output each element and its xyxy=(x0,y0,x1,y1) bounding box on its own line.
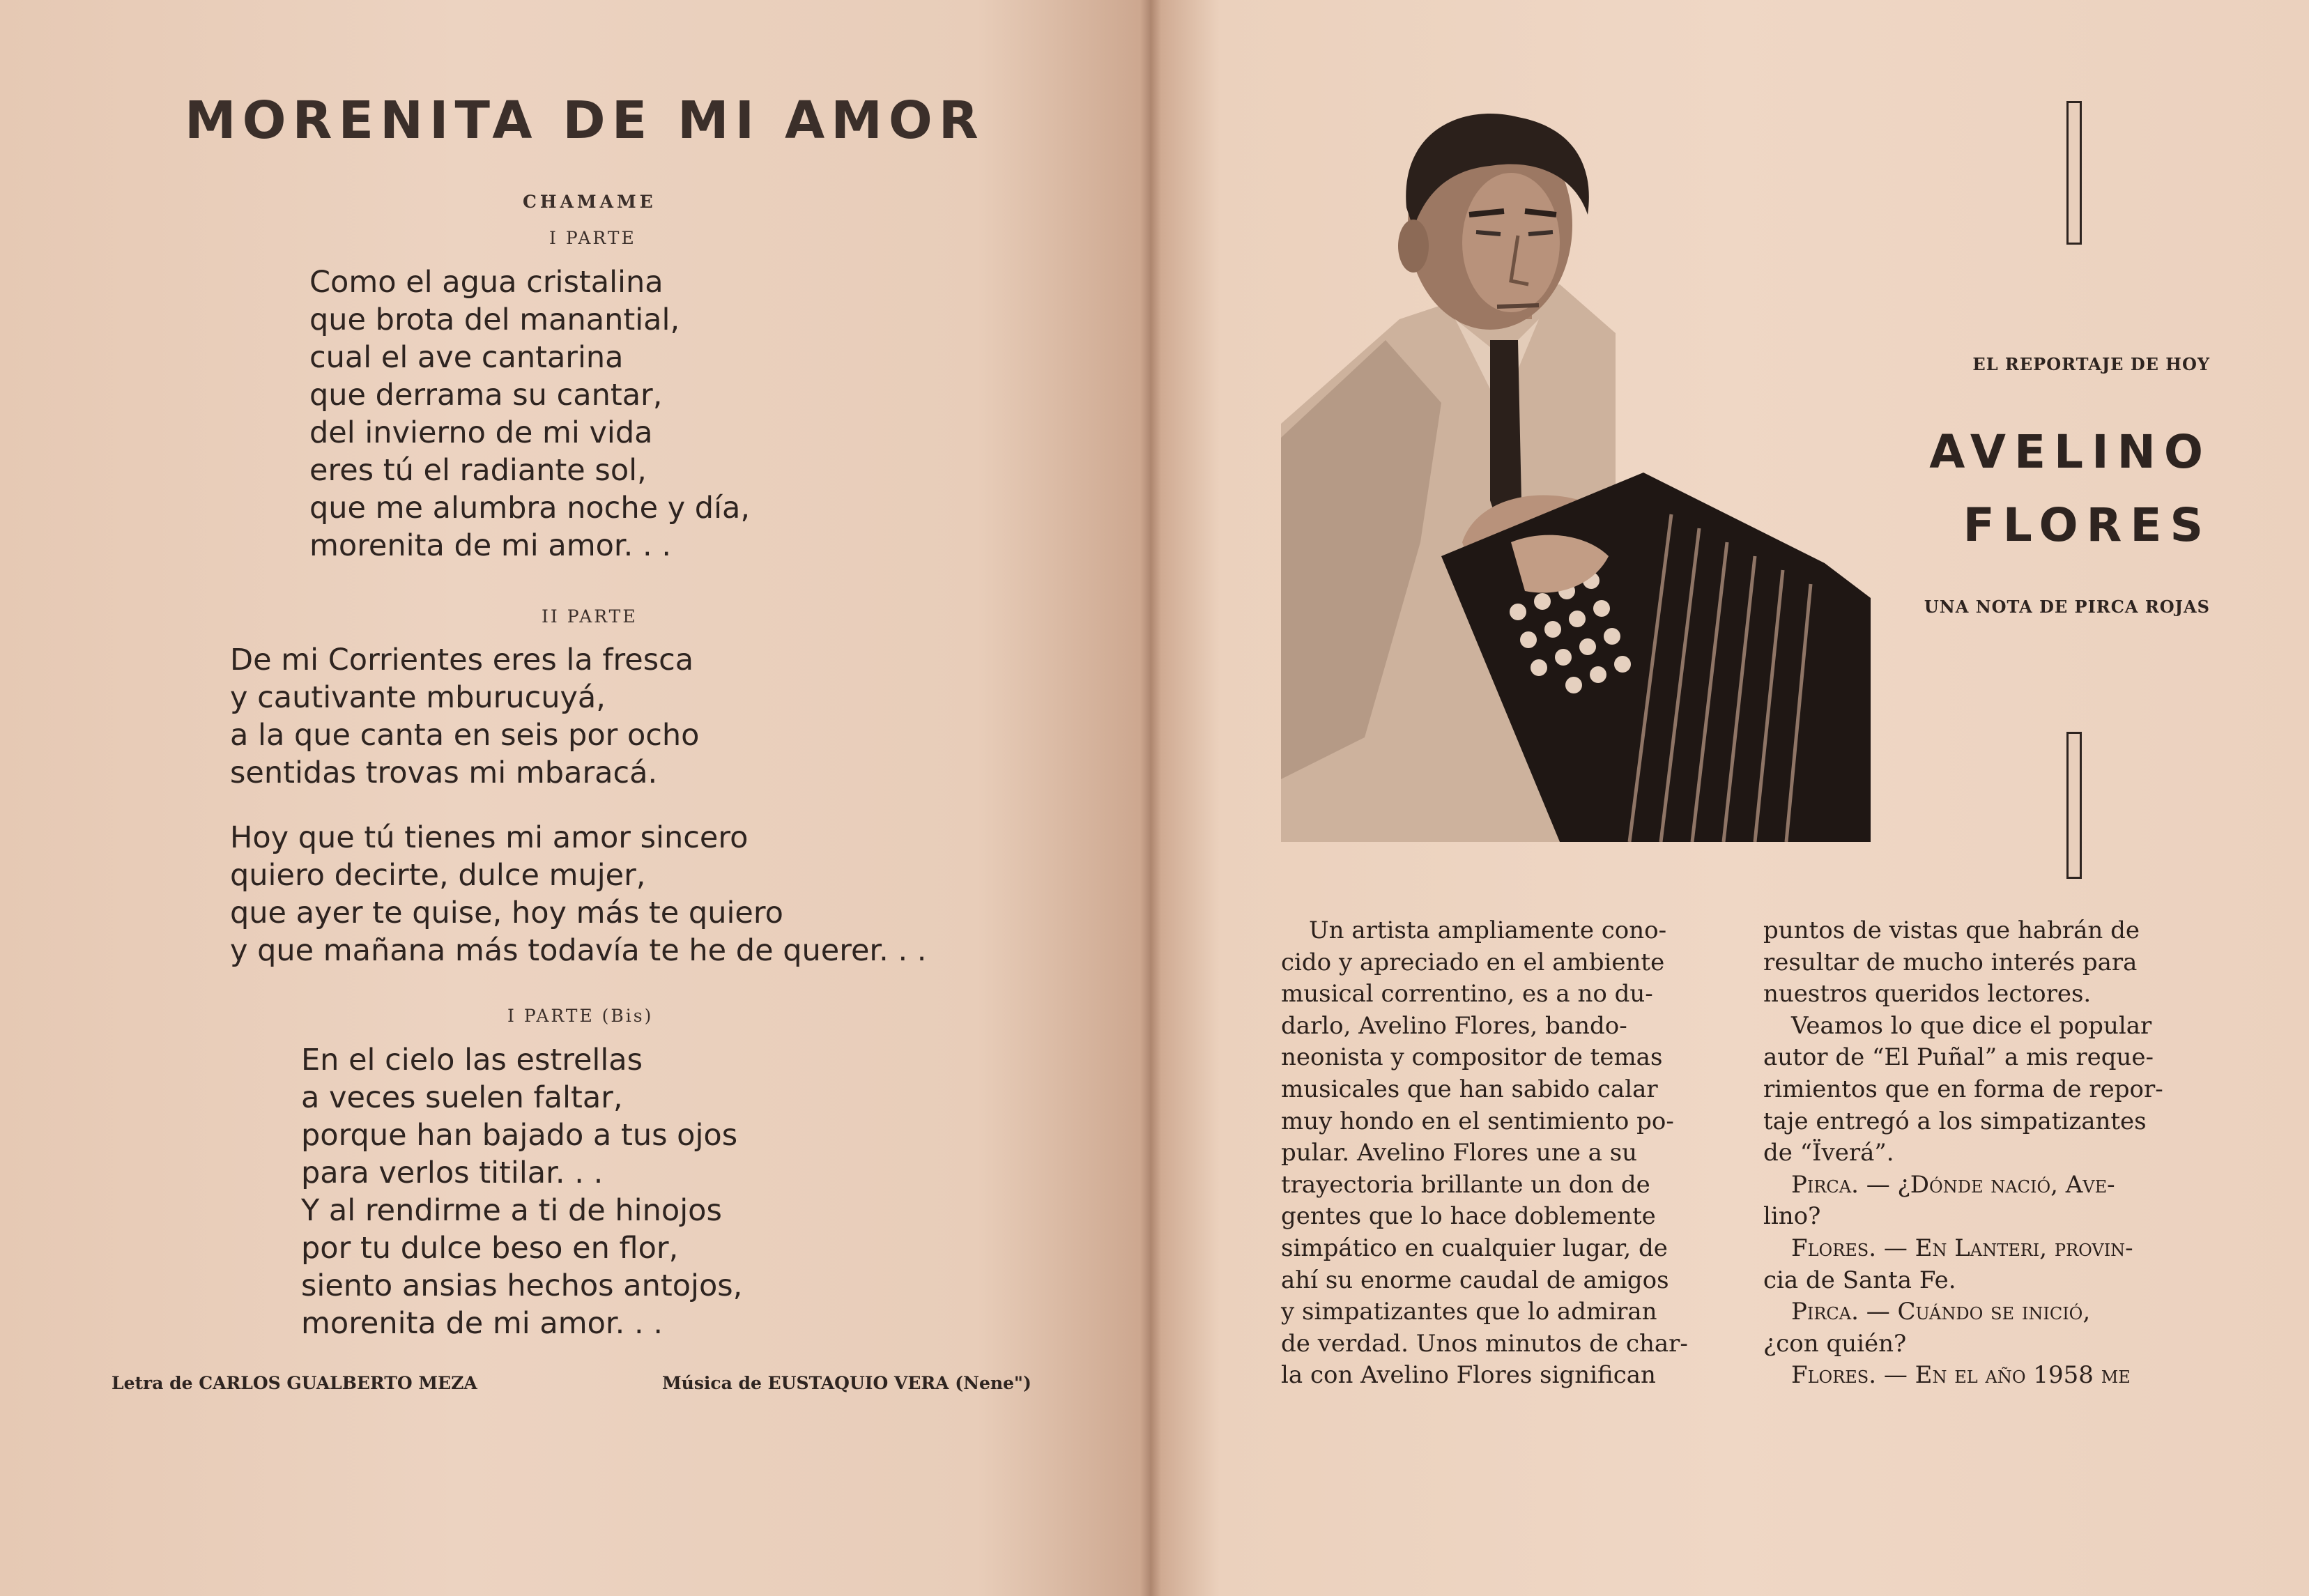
headline-last-name: FLORES xyxy=(1963,498,2211,552)
article-line: ahí su enorme caudal de amigos xyxy=(1281,1266,1669,1294)
article-line: pular. Avelino Flores une a su xyxy=(1281,1139,1638,1167)
verse-line: que derrama su cantar, xyxy=(309,378,663,413)
article-line: Pirca. — ¿Dónde nació, Ave- xyxy=(1791,1170,2115,1199)
verse-line: a la que canta en seis por ocho xyxy=(230,718,700,753)
verse-line: eres tú el radiante sol, xyxy=(309,453,647,488)
article-line: de “Ïverá”. xyxy=(1763,1139,1894,1167)
article-line: Flores. — En Lanteri, provin- xyxy=(1791,1234,2133,1262)
article-line: darlo, Avelino Flores, bando- xyxy=(1281,1011,1627,1040)
verse-part1 xyxy=(309,263,750,565)
verse-line: De mi Corrientes eres la fresca xyxy=(230,643,694,677)
verse-line: que ayer te quise, hoy más te quiero xyxy=(230,896,783,930)
verse-line: En el cielo las estrellas xyxy=(301,1043,643,1077)
article-line: musicales que han sabido calar xyxy=(1281,1075,1658,1103)
article-line: cido y apreciado en el ambiente xyxy=(1281,948,1665,976)
left-page xyxy=(0,0,1150,1596)
verse-line: Hoy que tú tienes mi amor sincero xyxy=(230,820,749,855)
article-line: cia de Santa Fe. xyxy=(1763,1266,1956,1294)
article-column-1 xyxy=(1281,915,1731,1392)
part1-label: I PARTE xyxy=(549,228,636,248)
verse-line: Como el agua cristalina xyxy=(309,265,663,300)
article-line: la con Avelino Flores significan xyxy=(1281,1361,1656,1390)
verse-line: y cautivante mburucuyá, xyxy=(230,680,606,715)
article-line: Veamos lo que dice el popular xyxy=(1791,1011,2152,1040)
article-line: nuestros queridos lectores. xyxy=(1763,980,2092,1008)
verse-line: morenita de mi amor. . . xyxy=(301,1306,663,1341)
article-line: simpático en cualquier lugar, de xyxy=(1281,1234,1668,1262)
article-byline: UNA NOTA DE PIRCA ROJAS xyxy=(1924,597,2210,617)
article-column-2 xyxy=(1763,915,2213,1392)
verse-line: siento ansias hechos antojos, xyxy=(301,1268,743,1303)
decorative-bar-bottom xyxy=(2066,732,2082,879)
article-line: ¿con quién? xyxy=(1763,1329,1907,1358)
verse-line: porque han bajado a tus ojos xyxy=(301,1118,738,1153)
verse-line: quiero decirte, dulce mujer, xyxy=(230,858,646,893)
verse-line: cual el ave cantarina xyxy=(309,340,624,375)
verse-line: que me alumbra noche y día, xyxy=(309,491,751,525)
verse-part2a xyxy=(230,641,700,792)
article-line: resultar de mucho interés para xyxy=(1763,948,2138,976)
verse-line: sentidas trovas mi mbaracá. xyxy=(230,755,658,790)
article-line: taje entregó a los simpatizantes xyxy=(1763,1107,2147,1135)
article-line: rimientos que en forma de repor- xyxy=(1763,1075,2163,1103)
lyrics-credit: Letra de CARLOS GUALBERTO MEZA xyxy=(112,1373,477,1393)
headline-first-name: AVELINO xyxy=(1929,425,2211,479)
book-gutter xyxy=(1140,0,1161,1596)
song-title: MORENITA DE MI AMOR xyxy=(185,91,985,151)
article-line: muy hondo en el sentimiento po- xyxy=(1281,1107,1674,1135)
verse-part3 xyxy=(301,1041,742,1342)
part3-label: I PARTE (Bis) xyxy=(507,1006,654,1026)
verse-line: Y al rendirme a ti de hinojos xyxy=(301,1193,722,1228)
verse-line: a veces suelen faltar, xyxy=(301,1080,623,1115)
verse-line: del invierno de mi vida xyxy=(309,415,653,450)
article-line: Flores. — En el año 1958 me xyxy=(1791,1361,2131,1390)
article-line: y simpatizantes que lo admiran xyxy=(1281,1298,1657,1326)
verse-line: por tu dulce beso en flor, xyxy=(301,1231,679,1266)
article-line: Un artista ampliamente cono- xyxy=(1309,916,1667,944)
article-line: autor de “El Puñal” a mis reque- xyxy=(1763,1043,2154,1072)
article-line: trayectoria brillante un don de xyxy=(1281,1170,1650,1199)
song-genre: CHAMAME xyxy=(523,192,657,212)
article-line: lino? xyxy=(1763,1202,1821,1231)
decorative-bar-top xyxy=(2066,101,2082,245)
article-line: Pirca. — Cuándo se inició, xyxy=(1791,1298,2091,1326)
verse-line: y que mañana más todavía te he de querer. . . xyxy=(230,933,927,968)
article-line: gentes que lo hace doblemente xyxy=(1281,1202,1656,1231)
verse-line: que brota del manantial, xyxy=(309,302,680,337)
part2-label: II PARTE xyxy=(542,606,638,627)
verse-part2b xyxy=(230,819,926,969)
article-line: de verdad. Unos minutos de char- xyxy=(1281,1329,1688,1358)
verse-line: morenita de mi amor. . . xyxy=(309,528,672,563)
article-line: puntos de vistas que habrán de xyxy=(1763,916,2140,944)
music-credit: Música de EUSTAQUIO VERA (Nene") xyxy=(662,1373,1031,1393)
article-line: neonista y compositor de temas xyxy=(1281,1043,1663,1072)
article-line: musical correntino, es a no du- xyxy=(1281,980,1653,1008)
verse-line: para verlos titilar. . . xyxy=(301,1156,604,1190)
article-kicker: EL REPORTAJE DE HOY xyxy=(1972,354,2210,374)
